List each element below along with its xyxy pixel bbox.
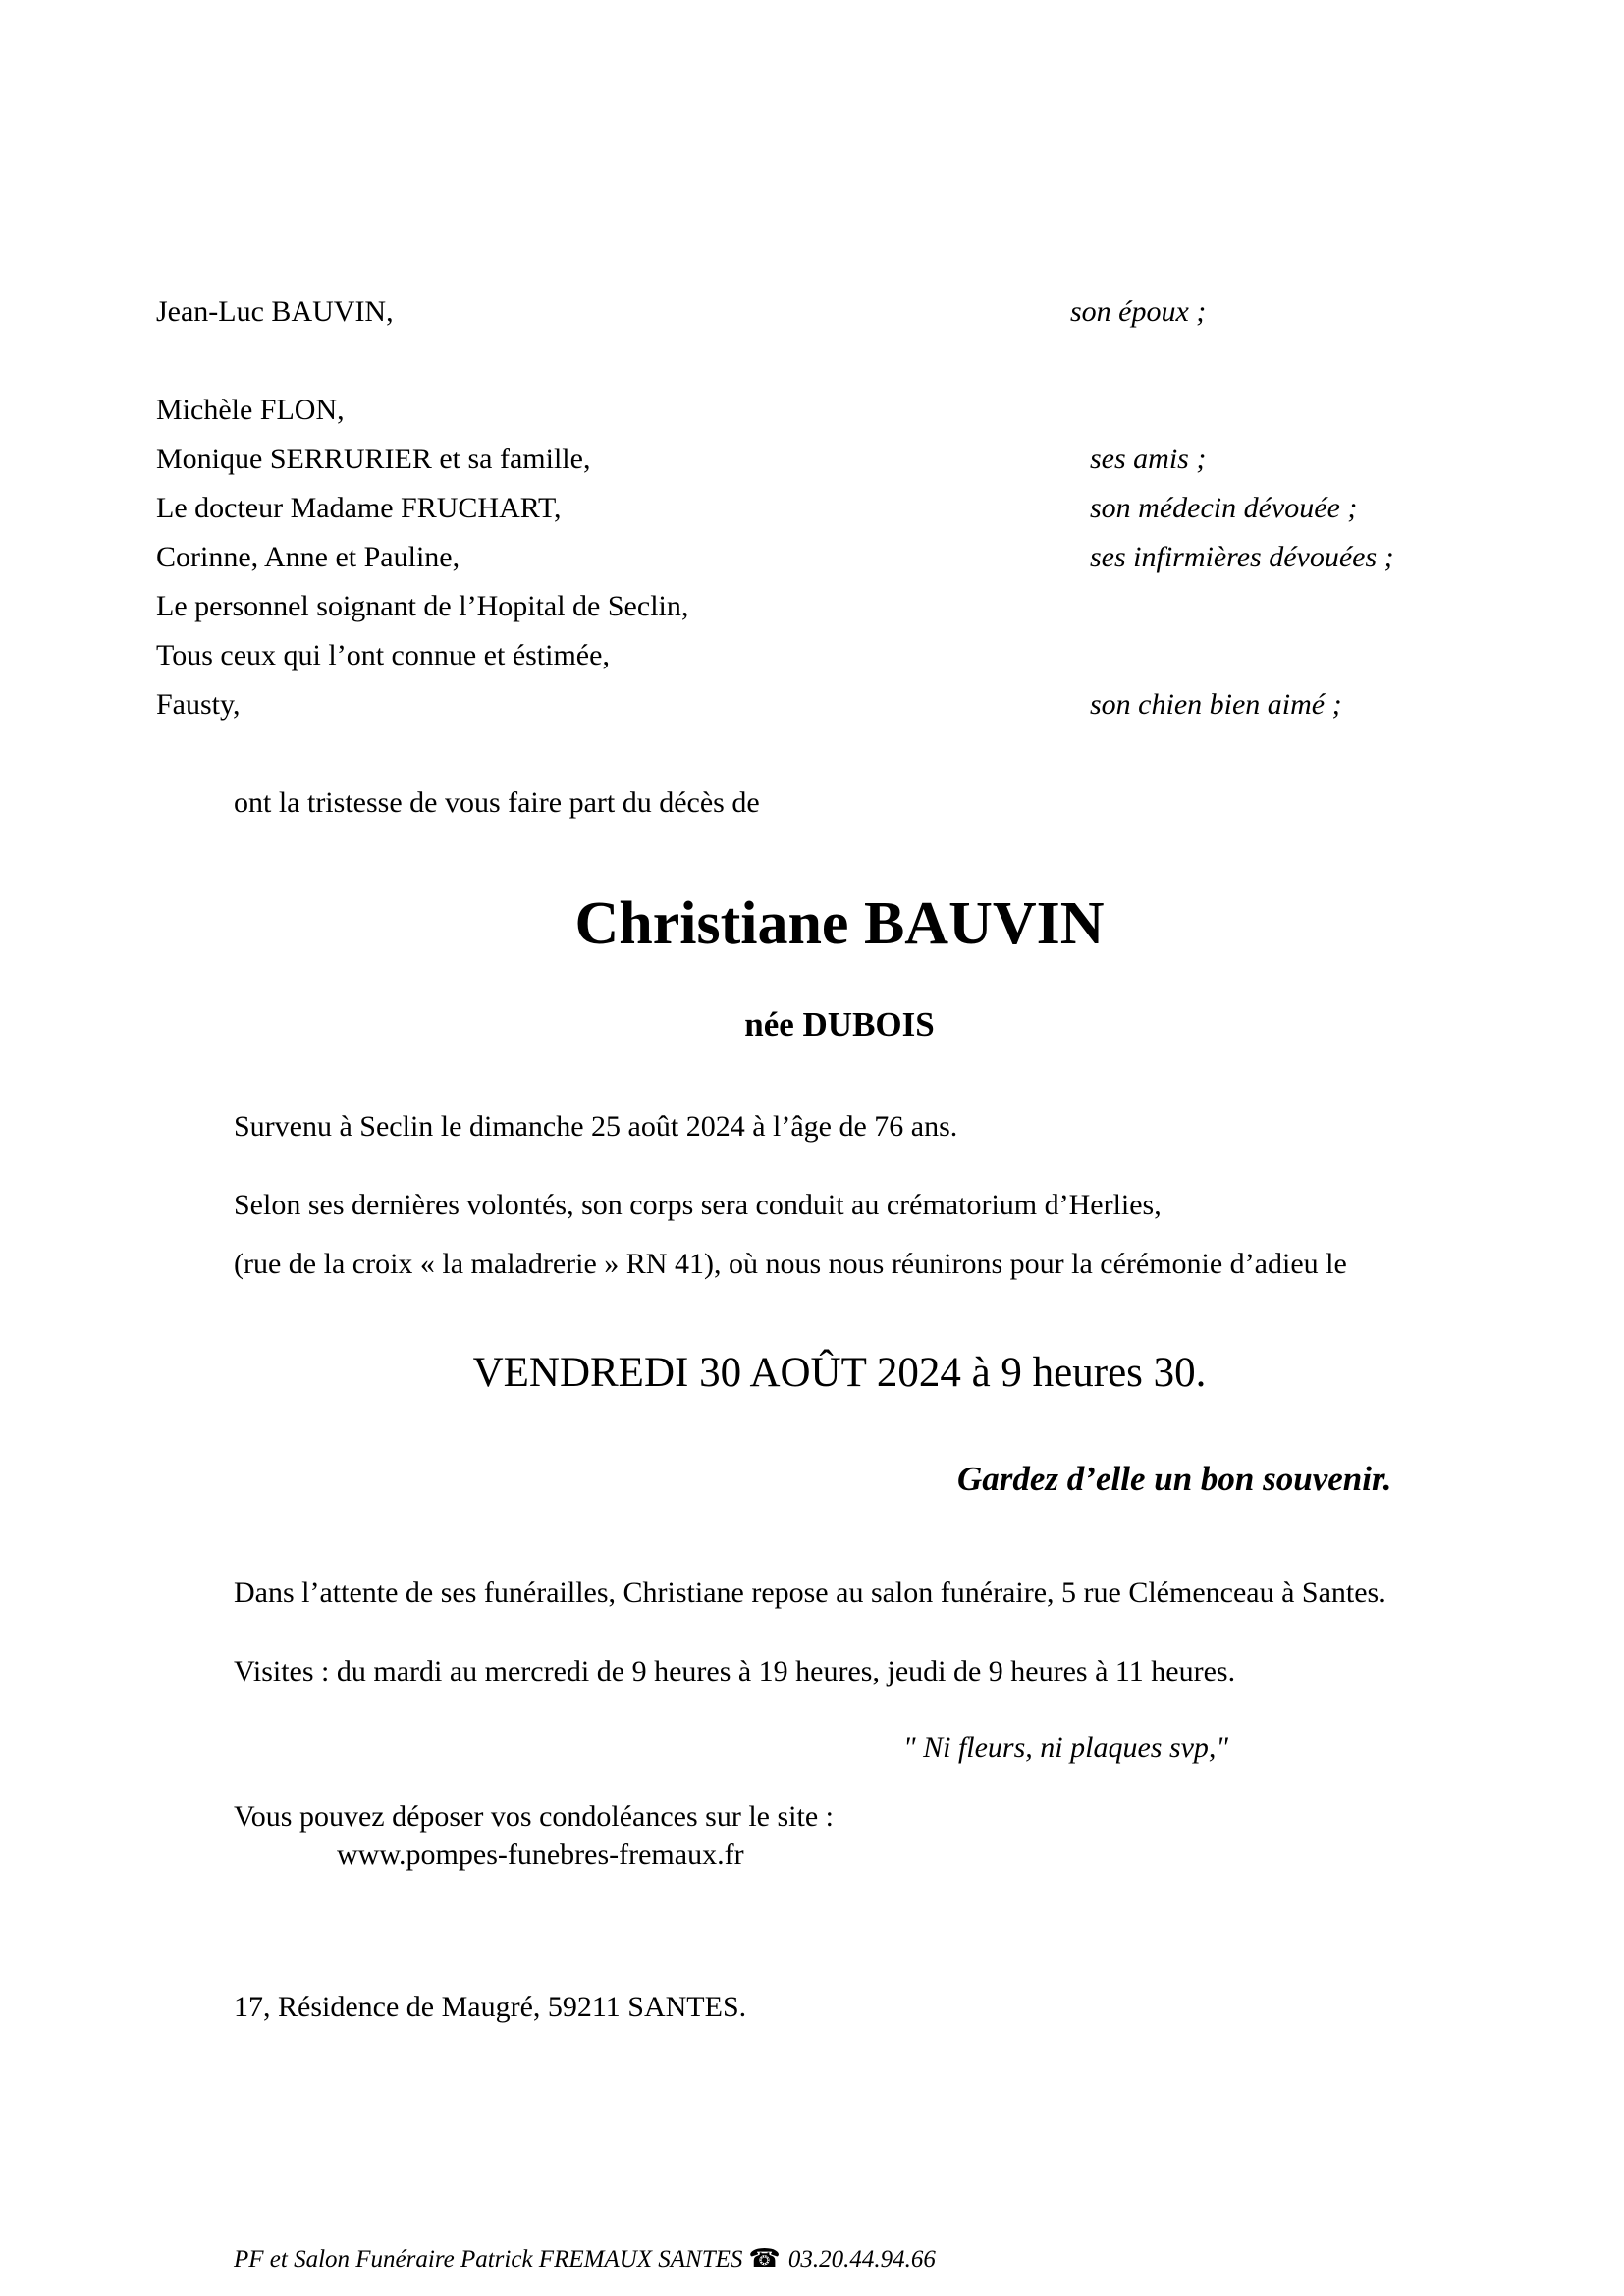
no-flowers-note: " Ni fleurs, ni plaques svp,"	[903, 1732, 1229, 1764]
family-name-5: Corinne, Anne et Pauline,	[156, 541, 460, 573]
family-name-8: Fausty,	[156, 688, 241, 721]
announcement-intro: ont la tristesse de vous faire part du décès de	[234, 786, 760, 819]
maiden-name: née DUBOIS	[744, 1005, 935, 1043]
ceremony-date: VENDREDI 30 AOÛT 2024 à 9 heures 30.	[472, 1350, 1207, 1396]
family-name-6: Le personnel soignant de l’Hopital de Seclin,	[156, 590, 689, 622]
death-notice: Survenu à Seclin le dimanche 25 août 2024 à l’âge de 76 ans.	[234, 1110, 958, 1143]
family-role-5: ses infirmières dévouées ;	[1090, 541, 1394, 573]
family-address: 17, Résidence de Maugré, 59211 SANTES.	[234, 1991, 747, 2023]
telephone-icon: ☎	[748, 2244, 781, 2272]
family-role-8: son chien bien aimé ;	[1090, 688, 1342, 721]
family-name-7: Tous ceux qui l’ont connue et éstimée,	[156, 639, 610, 671]
family-name-4: Le docteur Madame FRUCHART,	[156, 492, 562, 524]
condolences-url[interactable]: www.pompes-funebres-fremaux.fr	[337, 1839, 744, 1871]
family-name-2: Michèle FLON,	[156, 394, 345, 426]
family-name-1: Jean-Luc BAUVIN,	[156, 295, 394, 328]
visiting-hours: Visites : du mardi au mercredi de 9 heures à 19 heures, jeudi de 9 heures à 11 heures.	[234, 1655, 1236, 1687]
footer-company: PF et Salon Funéraire Patrick FREMAUX SANTES	[234, 2246, 743, 2272]
family-role-1: son époux ;	[1070, 295, 1207, 328]
rest-notice: Dans l’attente de ses funérailles, Christiane repose au salon funéraire, 5 rue Clémenceau à Santes.	[234, 1576, 1386, 1609]
deceased-name: Christiane BAUVIN	[574, 890, 1105, 957]
ceremony-line-2: (rue de la croix « la maladrerie » RN 41), où nous nous réunirons pour la cérémonie d’adieu le	[234, 1248, 1347, 1280]
family-role-3: ses amis ;	[1090, 443, 1207, 475]
family-role-4: son médecin dévouée ;	[1090, 492, 1358, 524]
family-name-3: Monique SERRURIER et sa famille,	[156, 443, 591, 475]
ceremony-line-1: Selon ses dernières volontés, son corps sera conduit au crématorium d’Herlies,	[234, 1189, 1162, 1221]
motto: Gardez d’elle un bon souvenir.	[957, 1460, 1392, 1498]
footer	[234, 2246, 936, 2271]
condolences-label: Vous pouvez déposer vos condoléances sur le site :	[234, 1800, 834, 1833]
footer-phone: 03.20.44.94.66	[787, 2246, 936, 2272]
